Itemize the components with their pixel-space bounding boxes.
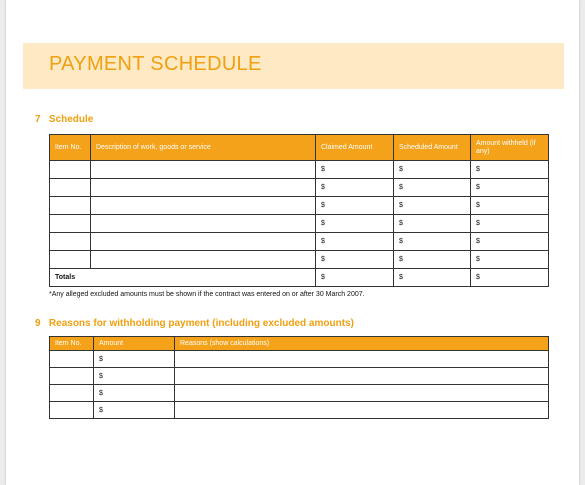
col-amount: Amount xyxy=(94,337,175,351)
cell-claimed[interactable]: $ xyxy=(316,233,394,251)
cell-scheduled[interactable]: $ xyxy=(394,197,471,215)
cell-amount[interactable]: $ xyxy=(94,385,175,402)
table-row xyxy=(50,161,549,179)
document-page xyxy=(6,0,579,485)
cell-claimed[interactable]: $ xyxy=(316,179,394,197)
page-title: PAYMENT SCHEDULE xyxy=(49,53,262,75)
title-banner xyxy=(23,43,564,89)
cell-scheduled[interactable]: $ xyxy=(394,233,471,251)
cell-item-no[interactable] xyxy=(50,179,91,197)
col-description: Description of work, goods or service xyxy=(91,135,316,161)
cell-description[interactable] xyxy=(91,215,316,233)
cell-claimed[interactable]: $ xyxy=(316,215,394,233)
cell-amount[interactable]: $ xyxy=(94,402,175,419)
cell-item-no[interactable] xyxy=(50,402,94,419)
section-9-number: 9 xyxy=(35,318,41,329)
total-withheld[interactable]: $ xyxy=(471,269,549,287)
cell-scheduled[interactable]: $ xyxy=(394,179,471,197)
cell-amount[interactable]: $ xyxy=(94,351,175,368)
col-claimed-amount: Claimed Amount xyxy=(316,135,394,161)
cell-item-no[interactable] xyxy=(50,251,91,269)
section-9-heading xyxy=(35,318,354,329)
cell-withheld[interactable]: $ xyxy=(471,197,549,215)
cell-description[interactable] xyxy=(91,197,316,215)
cell-reasons[interactable] xyxy=(175,351,549,368)
cell-description[interactable] xyxy=(91,161,316,179)
section-7-number: 7 xyxy=(35,114,41,125)
totals-row xyxy=(50,269,549,287)
cell-reasons[interactable] xyxy=(175,368,549,385)
col-scheduled-amount: Scheduled Amount xyxy=(394,135,471,161)
cell-reasons[interactable] xyxy=(175,402,549,419)
section-9-title: Reasons for withholding payment (including excluded amounts) xyxy=(48,318,354,329)
col-reasons: Reasons (show calculations) xyxy=(175,337,549,351)
cell-item-no[interactable] xyxy=(50,385,94,402)
cell-withheld[interactable]: $ xyxy=(471,179,549,197)
cell-withheld[interactable]: $ xyxy=(471,161,549,179)
cell-claimed[interactable]: $ xyxy=(316,251,394,269)
schedule-table xyxy=(49,134,549,287)
col-amount-withheld: Amount withheld (if any) xyxy=(471,135,549,161)
schedule-footnote: *Any alleged excluded amounts must be shown if the contract was entered on or after 30 March 2007. xyxy=(49,291,365,298)
total-scheduled[interactable]: $ xyxy=(394,269,471,287)
section-7-heading xyxy=(35,114,93,125)
table-row xyxy=(50,179,549,197)
reasons-header-row xyxy=(50,337,549,351)
cell-item-no[interactable] xyxy=(50,161,91,179)
table-row xyxy=(50,368,549,385)
col-item-no: Item No. xyxy=(50,337,94,351)
cell-item-no[interactable] xyxy=(50,368,94,385)
cell-item-no[interactable] xyxy=(50,197,91,215)
table-row xyxy=(50,215,549,233)
cell-claimed[interactable]: $ xyxy=(316,197,394,215)
schedule-header-row xyxy=(50,135,549,161)
totals-label: Totals xyxy=(50,269,316,287)
cell-scheduled[interactable]: $ xyxy=(394,251,471,269)
table-row xyxy=(50,251,549,269)
reasons-table xyxy=(49,336,549,419)
section-7-title: Schedule xyxy=(48,114,94,125)
cell-withheld[interactable]: $ xyxy=(471,215,549,233)
cell-description[interactable] xyxy=(91,179,316,197)
cell-item-no[interactable] xyxy=(50,215,91,233)
table-row xyxy=(50,351,549,368)
cell-scheduled[interactable]: $ xyxy=(394,161,471,179)
table-row xyxy=(50,402,549,419)
cell-item-no[interactable] xyxy=(50,351,94,368)
cell-scheduled[interactable]: $ xyxy=(394,215,471,233)
cell-description[interactable] xyxy=(91,251,316,269)
cell-claimed[interactable]: $ xyxy=(316,161,394,179)
cell-withheld[interactable]: $ xyxy=(471,233,549,251)
table-row xyxy=(50,197,549,215)
total-claimed[interactable]: $ xyxy=(316,269,394,287)
col-item-no: Item No. xyxy=(50,135,91,161)
cell-reasons[interactable] xyxy=(175,385,549,402)
table-row xyxy=(50,385,549,402)
cell-withheld[interactable]: $ xyxy=(471,251,549,269)
cell-item-no[interactable] xyxy=(50,233,91,251)
cell-amount[interactable]: $ xyxy=(94,368,175,385)
cell-description[interactable] xyxy=(91,233,316,251)
table-row xyxy=(50,233,549,251)
